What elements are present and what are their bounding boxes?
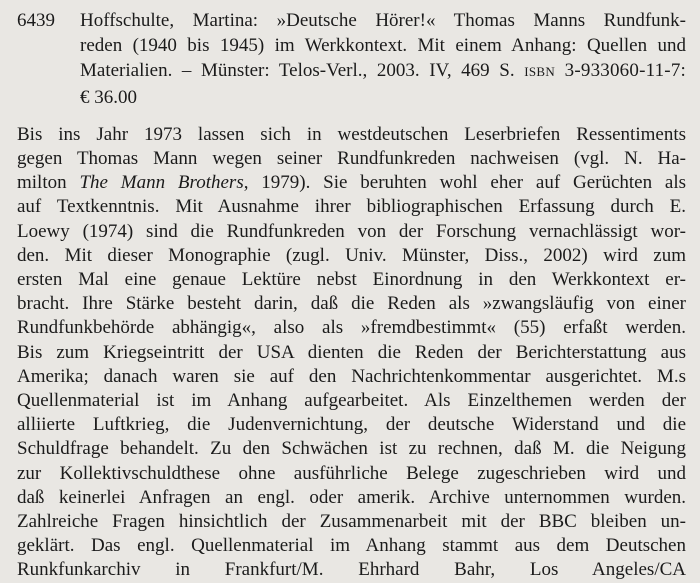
entry-price: € 36.00 <box>80 86 137 108</box>
review-line-end: Runkfunkarchiv in Frankfurt/M. <box>17 559 324 581</box>
review-line: bracht. Ihre Stärke besteht darin, daß die Reden als »zwangsläufig von einer <box>17 293 686 315</box>
review-line: zur Kollektivschuldthese ohne ausführliche Belege zugeschrieben wird und <box>17 462 686 484</box>
review-line-post: , 1979). Sie beruhten wohl eher auf Gerüchten als <box>243 172 687 194</box>
review-line: ersten Mal eine genaue Lektüre nebst Einordnung in den Werkkontext er- <box>17 269 686 291</box>
review-line: Bis zum Kriegseintritt der USA dienten die Reden der Berichterstattung aus <box>17 341 686 363</box>
review-last-line <box>17 558 686 582</box>
review-line: Amerika; danach waren sie auf den Nachrichtenkommentar ausgerichtet. M.s <box>17 365 686 387</box>
review-line: geklärt. Das engl. Quellenmaterial im Anhang stammt aus dem Deutschen <box>17 535 686 557</box>
entry-line-text: Materialien. – Münster: Telos-Verl., 2003. IV, 469 S. <box>80 60 515 82</box>
entry-line-with-isbn <box>80 58 686 84</box>
review-line: den. Mit dieser Monographie (zugl. Univ. Münster, Diss., 2002) wird zum <box>17 244 686 266</box>
entry-line: Hoffschulte, Martina: »Deutsche Hörer!« Thomas Manns Rundfunk- <box>80 10 686 31</box>
review-line: Rundfunkbehörde abhängig«, also als »fremdbestimmt« (55) erfaßt werden. <box>17 317 686 339</box>
review-line: daß keinerlei Anfragen an engl. oder amerik. Archive unternommen wurden. <box>17 486 686 508</box>
entry-number: 6439 <box>17 10 55 31</box>
review-line-pre: milton <box>17 172 67 194</box>
isbn-label: ISBN <box>524 64 556 80</box>
review-line: auf Textkenntnis. Mit Ausnahme ihrer bibliographischen Erfassung durch E. <box>17 196 686 218</box>
review-line: Zahlreiche Fragen hinsichtlich der Zusammenarbeit mit der BBC bleiben un- <box>17 511 686 533</box>
review-text <box>17 123 686 583</box>
bibliographic-entry <box>17 8 686 110</box>
book-title: The Mann Brothers <box>79 172 244 194</box>
review-line: gegen Thomas Mann wegen seiner Rundfunkreden nachweisen (vgl. N. Ha- <box>17 148 686 170</box>
review-line: Loewy (1974) sind die Rundfunkreden von der Forschung vernachlässigt wor- <box>17 220 686 242</box>
reviewer-signature: Ehrhard Bahr, Los Angeles/CA <box>358 559 686 581</box>
review-line: Quellenmaterial ist im Anhang aufgearbeitet. Als Einzelthemen werden der <box>17 390 686 412</box>
review-line: Schuldfrage behandelt. Zu den Schwächen ist zu rechnen, daß M. die Neigung <box>17 438 686 460</box>
review-line: Bis ins Jahr 1973 lassen sich in westdeutschen Leserbriefen Ressentiments <box>17 123 686 145</box>
entry-line: reden (1940 bis 1945) im Werkkontext. Mit einem Anhang: Quellen und <box>80 35 686 57</box>
isbn-value: 3-933060-11-7: <box>564 60 686 82</box>
review-line: alliierte Luftkrieg, die Judenvernichtung, der deutsche Widerstand und die <box>17 414 686 436</box>
review-line-with-title <box>17 171 686 195</box>
